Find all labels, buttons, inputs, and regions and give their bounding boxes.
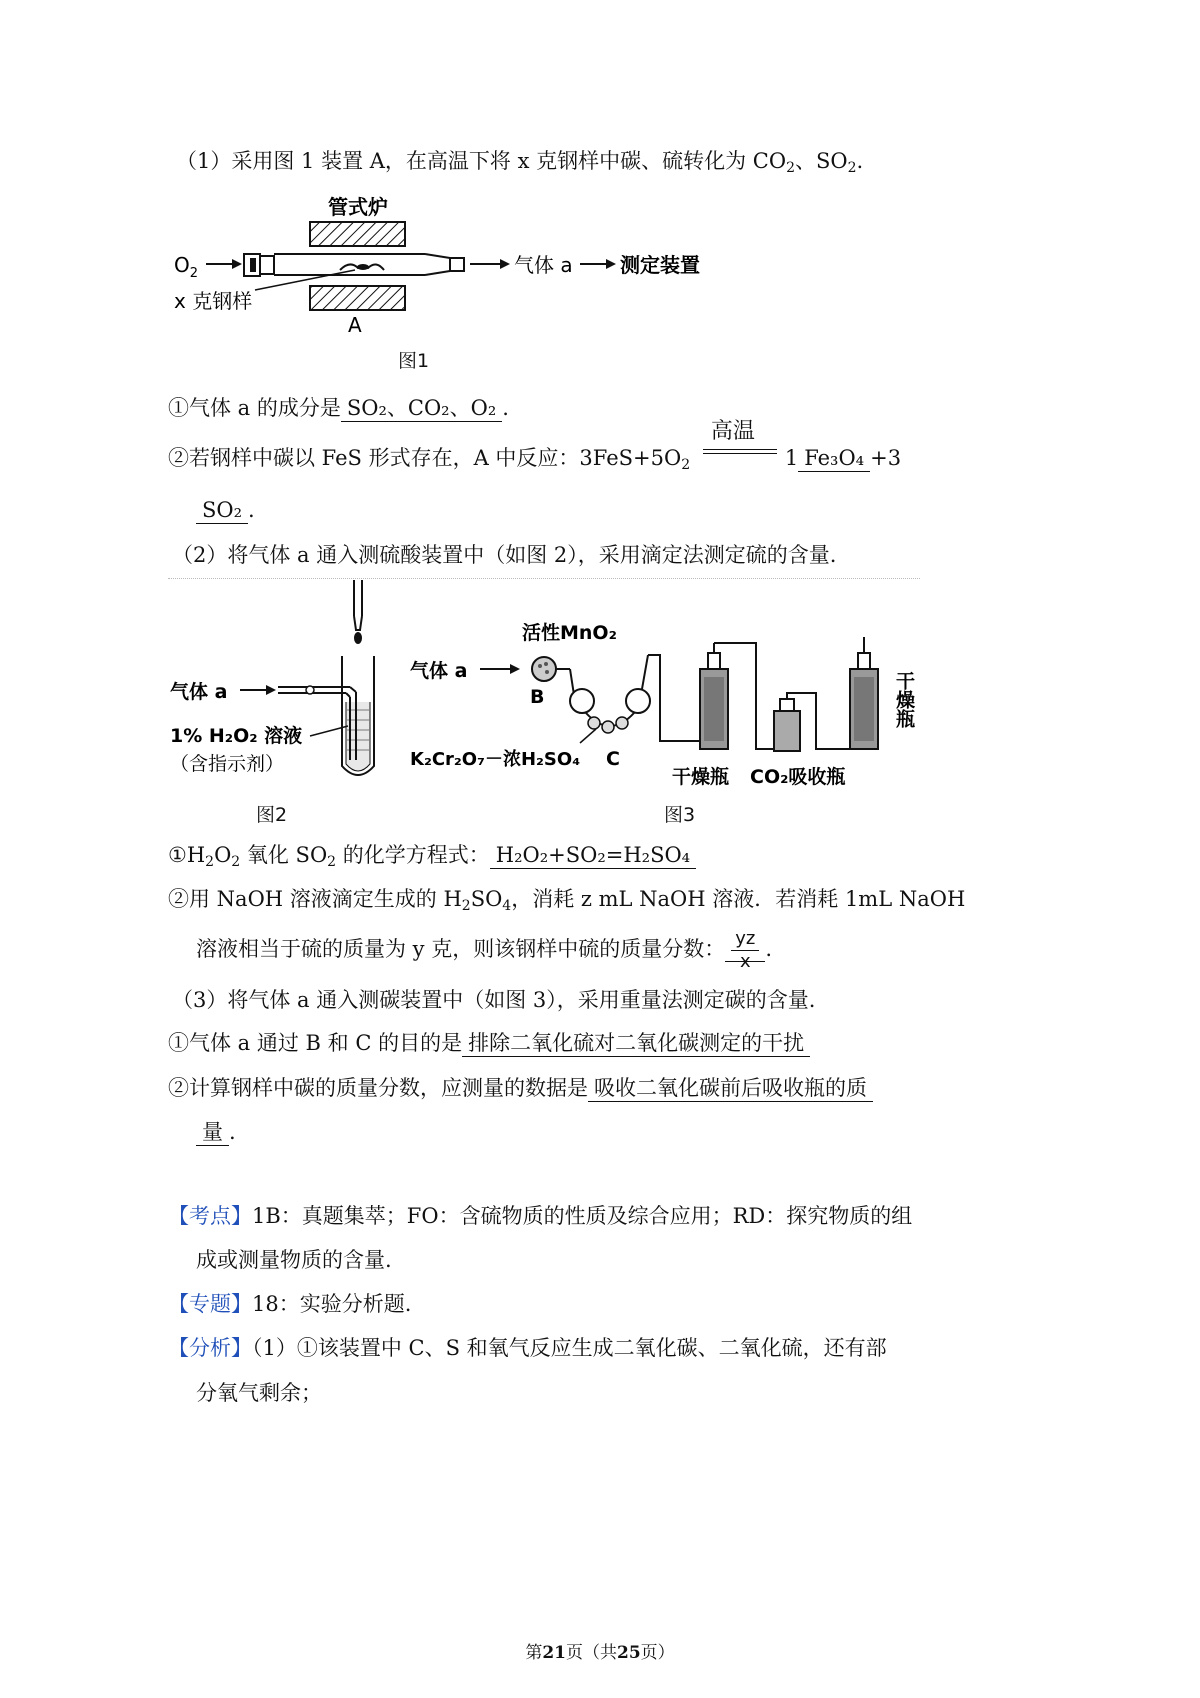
- figure-3-carbon-apparatus: [410, 615, 930, 795]
- answer-measured-data: 吸收二氧化碳前后吸收瓶的质: [588, 1076, 873, 1102]
- answer-fe3o4: Fe₃O₄: [798, 446, 870, 472]
- q1-2-cont: SO₂ .: [196, 495, 255, 525]
- fig2-gas-label: 气体 a: [170, 681, 228, 703]
- answer-sulfur-fraction: $\frac{yz}{x}$: [725, 937, 765, 962]
- fig3-label-b: B: [530, 686, 545, 708]
- answer-b-c-purpose: 排除二氧化硫对二氧化碳测定的干扰: [462, 1031, 810, 1057]
- kaodian-line1: 【考点】1B：真题集萃；FO：含硫物质的性质及综合应用；RD：探究物质的组: [168, 1204, 913, 1228]
- figure-2-caption: 图2: [256, 804, 288, 826]
- q2-1: $①H_2O_2$ 氧化 $SO_2$ 的化学方程式： H₂O₂+SO₂=H₂SO₄: [168, 840, 696, 870]
- fig3-label-c: C: [606, 748, 620, 770]
- figure-2-h2o2-absorber: [170, 580, 400, 800]
- kaodian-line2: 成或测量物质的含量.: [196, 1248, 392, 1272]
- q3-2-line1: ②计算钢样中碳的质量分数，应测量的数据是 吸收二氧化碳前后吸收瓶的质: [168, 1073, 873, 1103]
- fig3-reagent-label: K₂Cr₂O₇－浓H₂SO₄: [410, 749, 581, 770]
- fig2-solution-label: 1% H₂O₂ 溶液: [170, 725, 303, 747]
- q2-2-line2: 溶液相当于硫的质量为 y 克，则该钢样中硫的质量分数： $\frac{yz}{x}$ .: [196, 928, 773, 972]
- page-number: 21: [542, 1643, 566, 1663]
- zhuanti-tag: 【专题】: [168, 1292, 252, 1316]
- answer-gas-a: SO₂、CO₂、O₂: [341, 396, 502, 422]
- fig3-co2-bottle-label: CO₂吸收瓶: [750, 766, 846, 788]
- label-a: A: [348, 313, 362, 337]
- fig3-gas-label: 气体 a: [410, 660, 468, 682]
- answer-so2: SO₂: [196, 498, 248, 524]
- figure-1-tube-furnace: [170, 190, 750, 340]
- q3-1: ①气体 a 通过 B 和 C 的目的是 排除二氧化硫对二氧化碳测定的干扰: [168, 1028, 810, 1058]
- page-footer: 第21页（共25页）: [525, 1643, 675, 1663]
- q2-intro: （2）将气体 a 通入测硫酸装置中（如图 2），采用滴定法测定硫的含量.: [172, 543, 837, 567]
- sample-label: x 克钢样: [174, 289, 253, 313]
- furnace-label: 管式炉: [328, 195, 388, 219]
- q1-intro: （1）采用图 1 装置 A，在高温下将 x 克钢样中碳、硫转化为 $CO_2$、$SO_2$.: [176, 149, 864, 176]
- q1-2: ②若钢样中碳以 FeS 形式存在，A 中反应：$3FeS+5O_2$ 高温 1 Fe₃O₄ +3: [168, 419, 902, 473]
- kaodian-tag: 【考点】: [168, 1204, 252, 1228]
- figure-separator: [168, 578, 920, 579]
- measure-label: 测定装置: [620, 253, 700, 277]
- fig2-indicator-label: （含指示剂）: [170, 753, 285, 775]
- q1-1: ①气体 a 的成分是 SO₂、CO₂、O₂ .: [168, 396, 509, 420]
- figure-3-caption: 图3: [664, 804, 696, 826]
- fenxi-tag: 【分析】: [168, 1336, 252, 1360]
- q2-2-line1: ②用 NaOH 溶液滴定生成的 $H_2SO_4$，消耗 z mL NaOH 溶液．若消耗 1mL NaOH: [168, 887, 966, 914]
- answer-h2o2-equation: H₂O₂+SO₂=H₂SO₄: [490, 843, 696, 869]
- gas-a-label: 气体 a: [514, 253, 573, 277]
- q3-2-line2: 量 .: [196, 1117, 236, 1147]
- fenxi-line1: 【分析】（1）①该装置中 C、S 和氧气反应生成二氧化碳、二氧化硫，还有部: [168, 1336, 887, 1360]
- fenxi-line2: 分氧气剩余；: [196, 1381, 322, 1405]
- fig3-dryer2-label: 干燥瓶: [893, 671, 915, 728]
- figure-1-caption: 图1: [398, 350, 430, 372]
- fig3-dryer1-label: 干燥瓶: [672, 766, 730, 788]
- reaction-condition: 高温: [697, 445, 785, 465]
- page-total: 25: [617, 1643, 641, 1663]
- svg-text:O2: $O_2$: [174, 253, 199, 281]
- fig3-mno2-label: 活性MnO₂: [522, 622, 617, 644]
- q3-intro: （3）将气体 a 通入测碳装置中（如图 3），采用重量法测定碳的含量.: [172, 988, 816, 1012]
- zhuanti: 【专题】18：实验分析题.: [168, 1292, 412, 1316]
